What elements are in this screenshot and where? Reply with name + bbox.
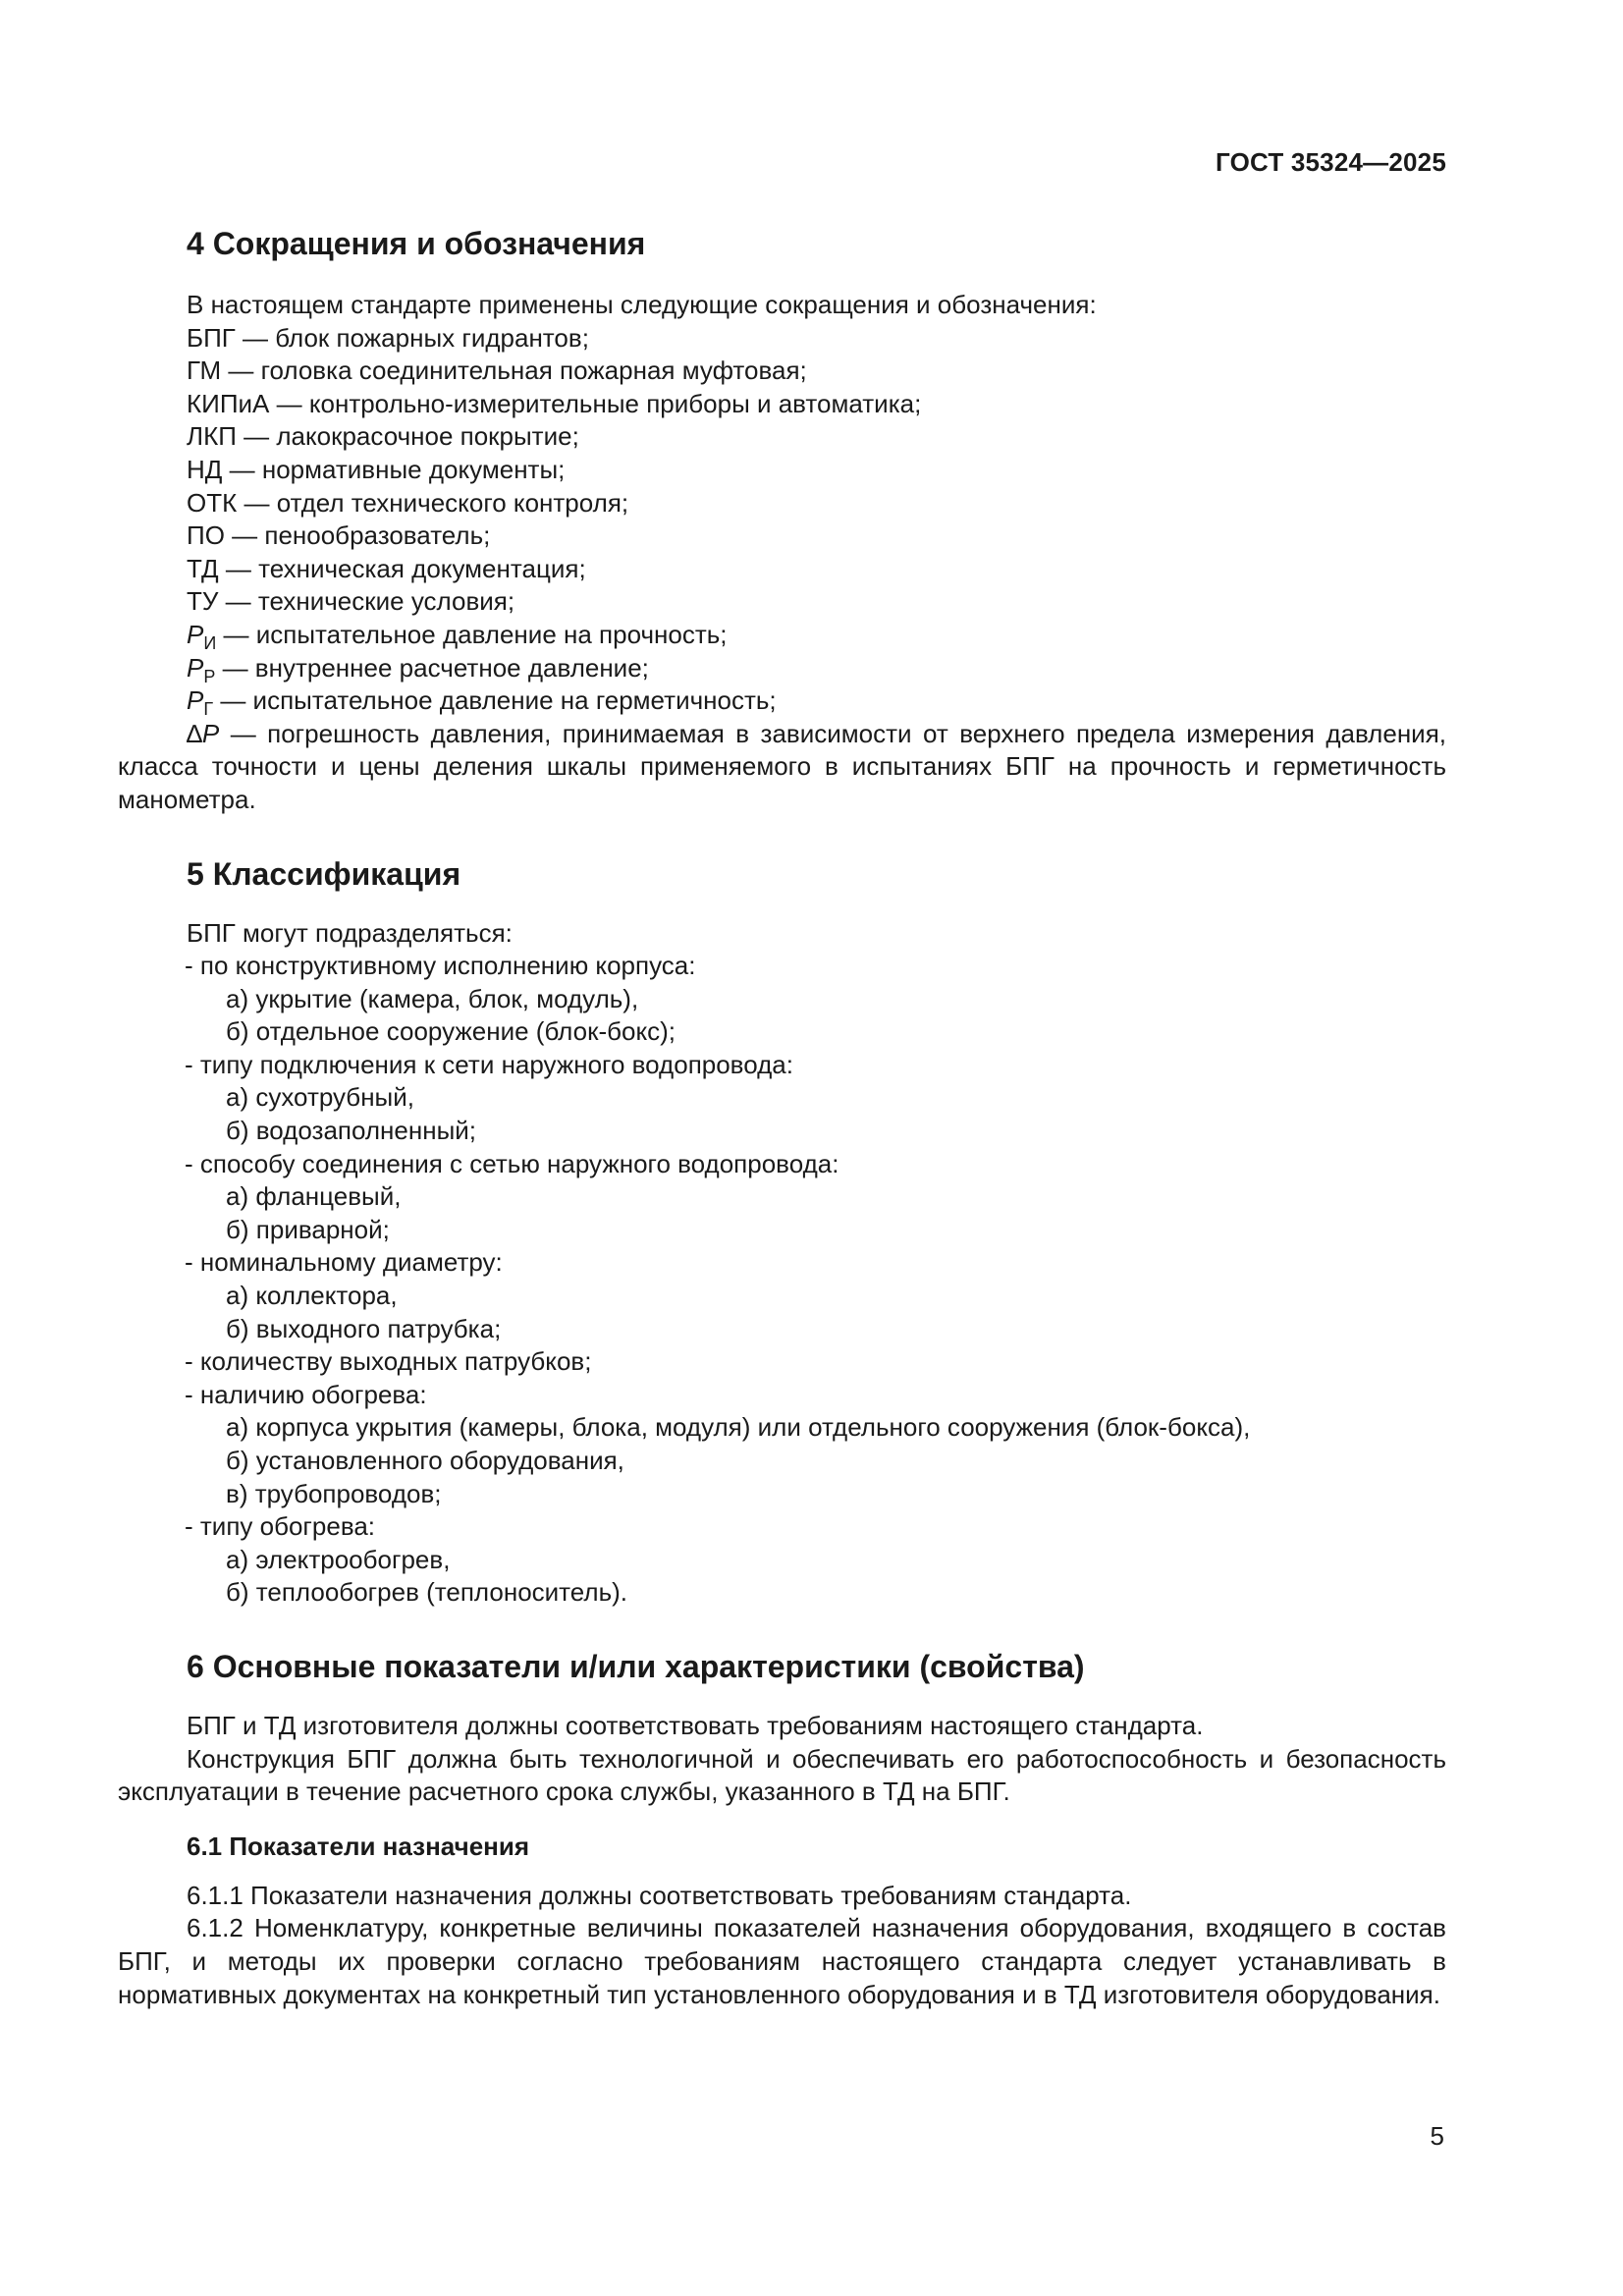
classification-item: - количеству выходных патрубков; — [185, 1346, 592, 1377]
classification-item: - наличию обогрева: — [185, 1379, 427, 1409]
classification-subitem: б) установленного оборудования, — [226, 1446, 624, 1475]
section-5-title: 5 Классификация — [187, 855, 461, 892]
section-6-title: 6 Основные показатели и/или характеристики (свойства) — [187, 1648, 1085, 1684]
classification-item: - номинальному диаметру: — [185, 1247, 503, 1278]
section-5-intro: БПГ могут подразделяться: — [187, 917, 513, 948]
subsection-6-1-paragraph: 6.1.2 Номенклатуру, конкретные величины показателей назначения оборудования, входящего в состав БПГ, и методы их проверки согласно требованиям настоящего стандарта следует устанавливать в нормативных документах на конкретный тип установленного оборудования и в ТД изготовителя оборудования. — [118, 1913, 1446, 2009]
classification-subitem: б) теплообогрев (теплоноситель). — [226, 1577, 627, 1608]
document-code: ГОСТ 35324—2025 — [1216, 147, 1446, 177]
subsection-6-1-title: 6.1 Показатели назначения — [187, 1831, 530, 1861]
delta-symbol: ∆ — [187, 718, 202, 748]
classification-item: - способу соединения с сетью наружного водопровода: — [185, 1148, 839, 1178]
abbreviation-item: НД — нормативные документы; — [187, 454, 566, 484]
section-6-paragraph: БПГ и ТД изготовителя должны соответствовать требованиям настоящего стандарта. — [187, 1710, 1204, 1740]
classification-subitem: б) выходного патрубка; — [226, 1313, 502, 1343]
symbol-letter: P — [187, 619, 204, 649]
abbreviation-item: ТУ — технические условия; — [187, 586, 515, 617]
delta-description: — погрешность давления, принимаемая в зависимости от верхнего предела измерения давления, класса точности и цены деления шкалы применяемого в испытаниях БПГ на прочность и герметичность манометра. — [118, 718, 1446, 814]
delta-p-definition — [118, 718, 1446, 817]
classification-subitem: а) фланцевый, — [226, 1181, 402, 1212]
symbol-subscript: И — [203, 632, 217, 653]
symbol-item — [118, 684, 1446, 718]
abbreviation-item: ПО — пенообразователь; — [187, 520, 491, 551]
abbreviation-item: БПГ — блок пожарных гидрантов; — [187, 322, 589, 353]
page-content — [118, 220, 1446, 2011]
symbol-description: — испытательное давление на прочность; — [216, 619, 728, 649]
symbol-item — [118, 652, 1446, 685]
classification-subitem: в) трубопроводов; — [226, 1478, 442, 1508]
abbreviation-item: ТД — техническая документация; — [187, 553, 586, 583]
section-6-paragraph: Конструкция БПГ должна быть технологичной и обеспечивать его работоспособность и безопасность эксплуатации в течение расчетного срока службы, указанного в ТД на БПГ. — [118, 1743, 1446, 1807]
symbol-letter: P — [201, 718, 220, 748]
section-4-intro: В настоящем стандарте применены следующие сокращения и обозначения: — [187, 290, 1097, 319]
symbol-item — [118, 619, 1446, 652]
classification-subitem: б) водозаполненный; — [226, 1116, 477, 1146]
classification-subitem: а) корпуса укрытия (камеры, блока, модуля) или отдельного сооружения (блок-бокса), — [226, 1412, 1251, 1443]
classification-subitem: б) приварной; — [226, 1214, 390, 1244]
classification-item: - по конструктивному исполнению корпуса: — [185, 951, 696, 981]
section-4-title: 4 Сокращения и обозначения — [187, 226, 646, 261]
classification-subitem: а) коллектора, — [226, 1281, 398, 1311]
symbol-description: — внутреннее расчетное давление; — [215, 652, 649, 683]
symbol-letter: P — [187, 652, 204, 683]
classification-subitem: а) укрытие (камера, блок, модуль), — [226, 983, 639, 1013]
abbreviation-list — [118, 322, 1446, 619]
classification-subitem: а) электрообогрев, — [226, 1544, 451, 1574]
abbreviation-item: ГМ — головка соединительная пожарная муфтовая; — [187, 355, 807, 386]
classification-subitem: б) отдельное сооружение (блок-бокс); — [226, 1016, 676, 1047]
abbreviation-item: ЛКП — лакокрасочное покрытие; — [187, 421, 579, 452]
abbreviation-item: ОТК — отдел технического контроля; — [187, 487, 629, 518]
classification-item: - типу подключения к сети наружного водопровода: — [185, 1049, 793, 1079]
abbreviation-item: КИПиА — контрольно-измерительные приборы и автоматика; — [187, 388, 922, 418]
symbol-subscript: Р — [203, 666, 216, 686]
symbol-subscript: Г — [203, 699, 214, 720]
classification-item: - типу обогрева: — [185, 1511, 376, 1542]
subsection-6-1-paragraph: 6.1.1 Показатели назначения должны соответствовать требованиям стандарта. — [187, 1880, 1132, 1910]
classification-subitem: а) сухотрубный, — [226, 1082, 414, 1113]
page-number: 5 — [1430, 2121, 1444, 2151]
symbol-description: — испытательное давление на герметичность; — [213, 685, 777, 716]
symbol-letter: P — [187, 685, 204, 716]
